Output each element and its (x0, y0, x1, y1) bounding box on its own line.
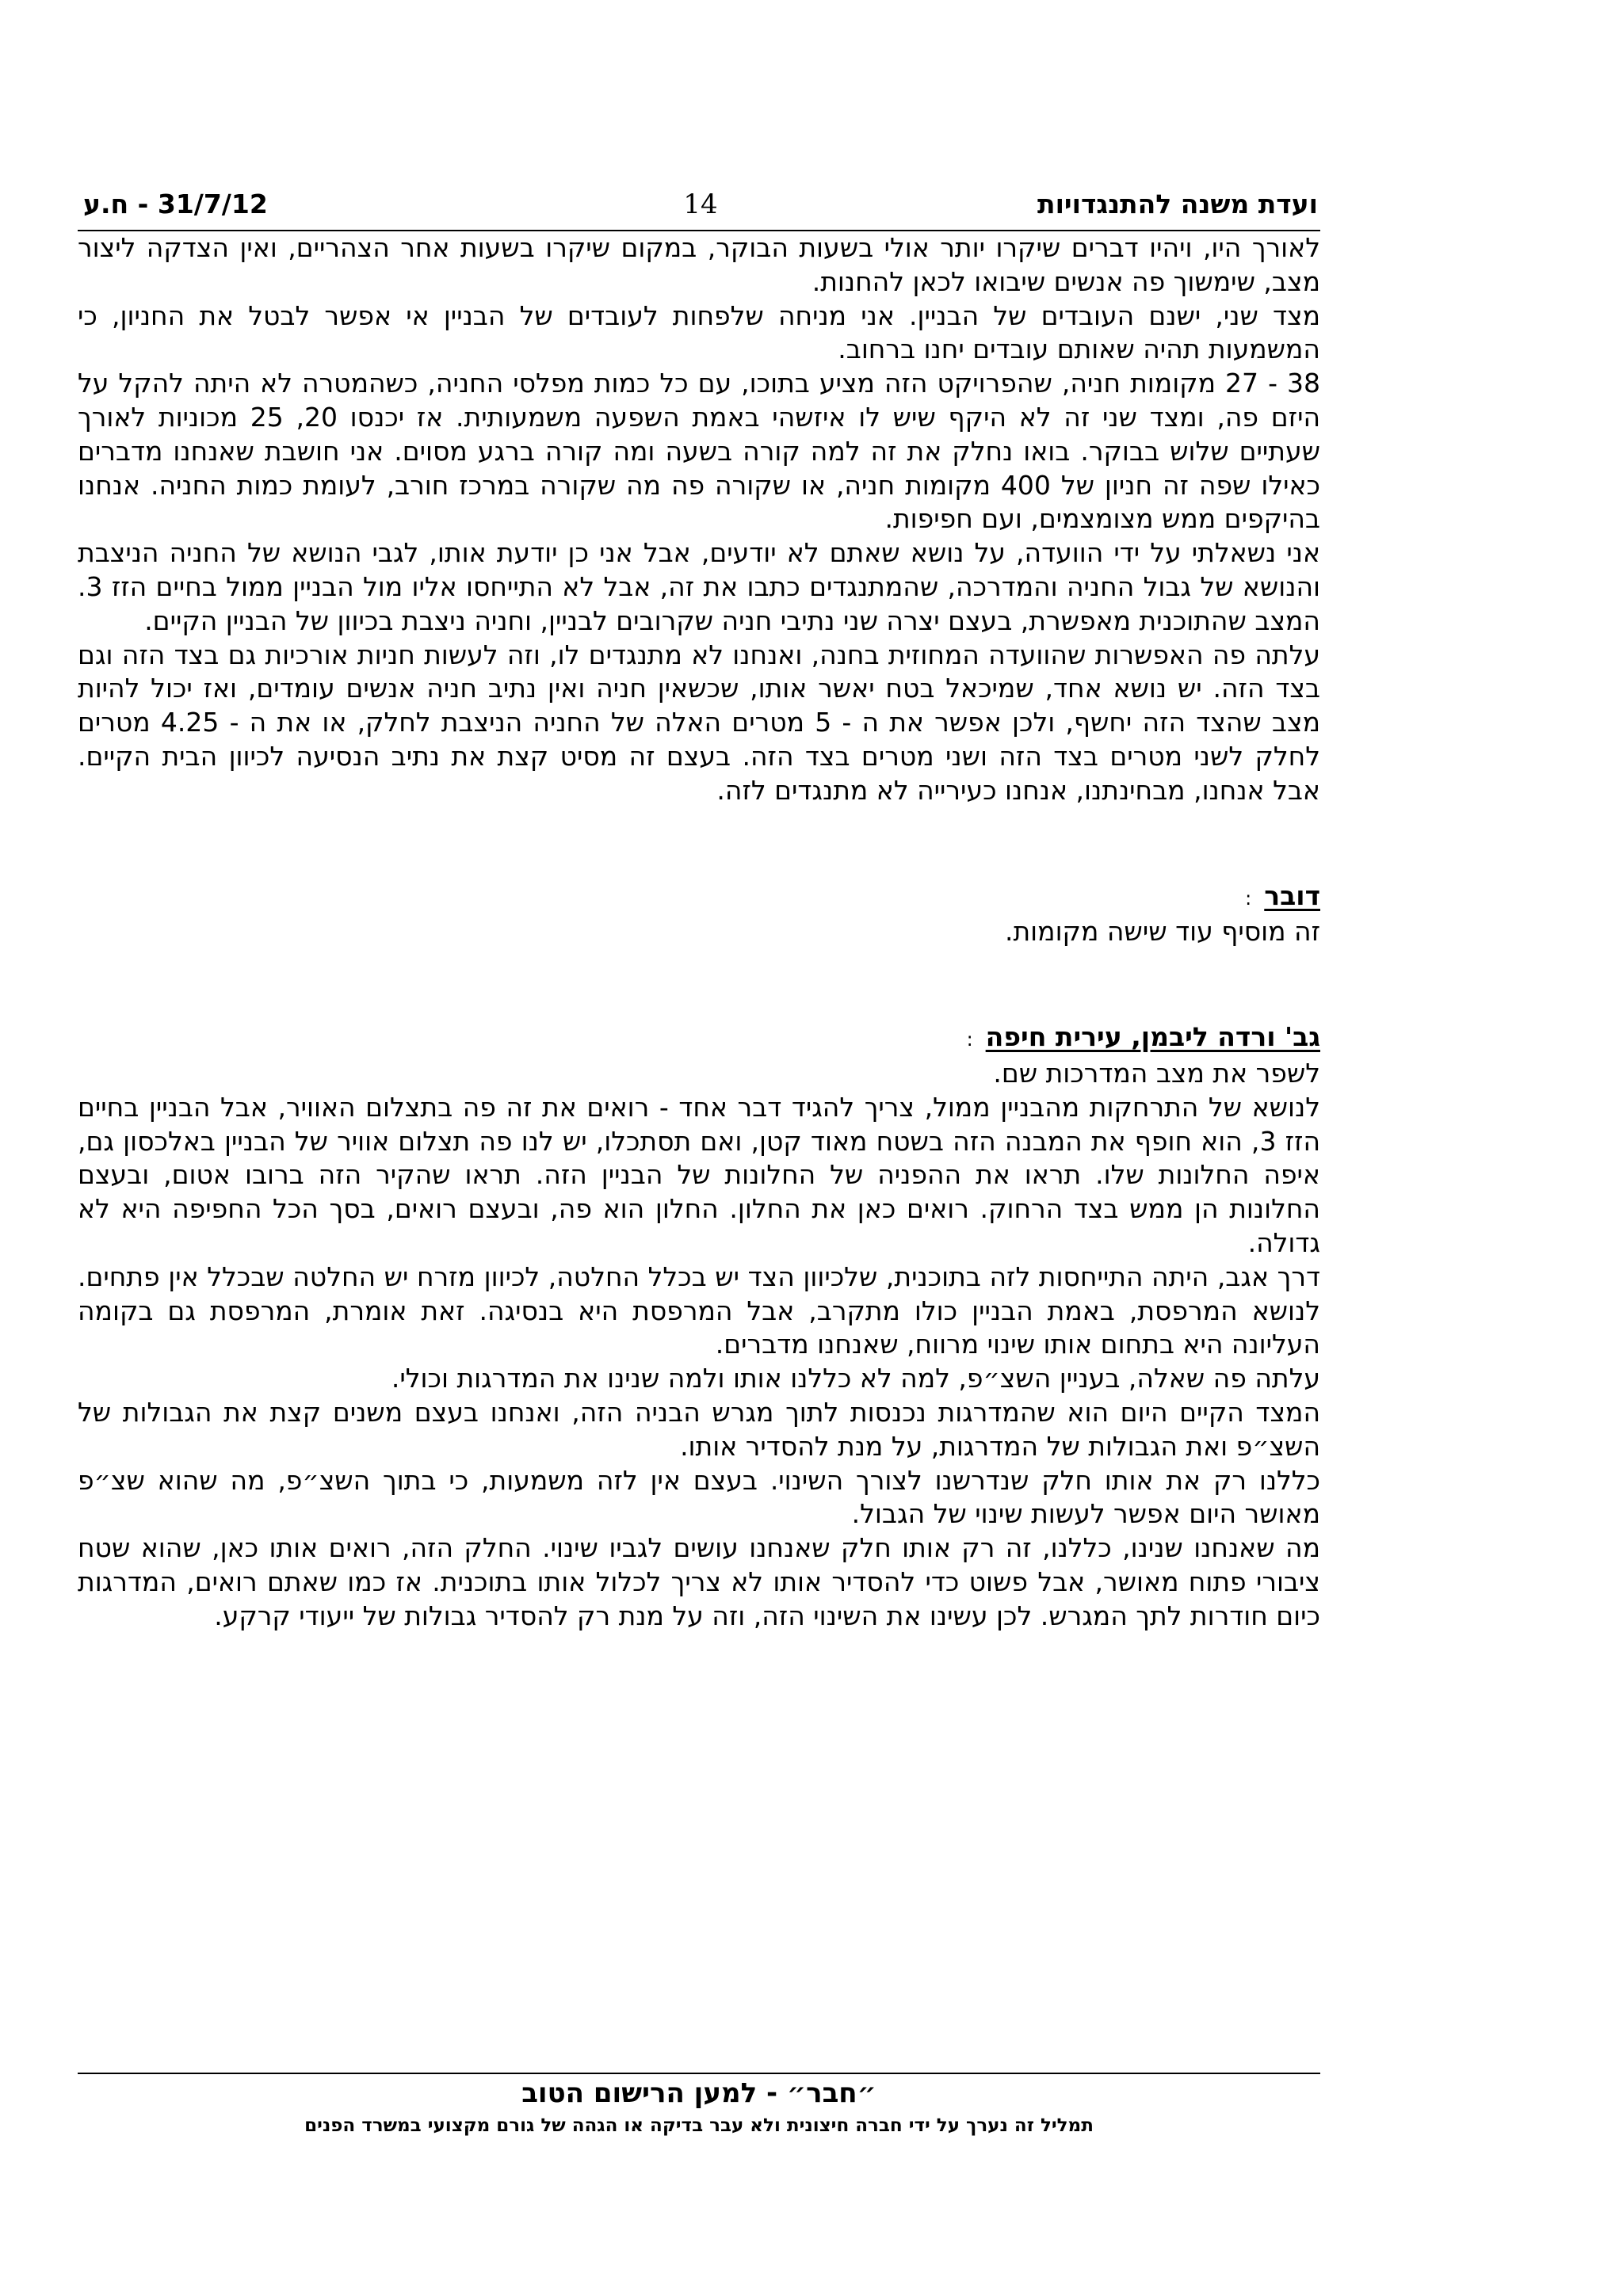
page-number: 14 (683, 189, 718, 220)
paragraph: כללנו רק את אותו חלק שנדרשנו לצורך השינוי. בעצם אין לזה משמעות, כי בתוך השצ״פ, מה שהוא שצ״פ מאושר היום אפשר לעשות שינוי של הגבול. (78, 1464, 1320, 1530)
footer-title: ״חבר״ - למען הרישום הטוב (521, 2077, 876, 2109)
spacer (78, 949, 1320, 1020)
paragraph: לשפר את מצב המדרכות שם. (993, 1057, 1320, 1089)
paragraph: אני נשאלתי על ידי הוועדה, על נושא שאתם לא יודעים, אבל אני כן יודעת אותו, לגבי הנושא של החניה הניצבת והנושא של גבול החניה והמדרכה, שהמתנגדים כתבו את זה, אבל לא התייחסו אליו מול הבניין ממול בחיים הזז 3. המצב שהתוכנית מאפשרת, בעצם יצרה שני נתיבי חניה שקרובים לבניין, וחניה ניצבת בכיוון של הבניין הקיים. (78, 537, 1320, 636)
paragraph: 38 - 27 מקומות חניה, שהפרויקט הזה מציע בתוכו, עם כל כמות מפלסי החניה, כשהמטרה לא היתה להקל על היזם פה, ומצד שני זה לא היקף שיש לו איזשהי באמת השפעה משמעותית. אז יכנסו 20, 25 מכוניות לאורך שעתיים שלוש בבוקר. בואו נחלק את זה למה קורה בשעה ומה קורה ברגע מסוים. אני חושבת שאנחנו מדברים כאילו שפה זה חניון של 400 מקומות חניה, או שקורה פה מה שקורה במרכז חורב, לעומת כמות החניה. אנחנו בהיקפים ממש מצומצמים, ועם חפיפות. (78, 368, 1321, 535)
paragraph: זה מוסיף עוד שישה מקומות. (1004, 916, 1320, 948)
paragraph: לנושא של התרחקות מהבניין ממול, צריך להגיד דבר אחד - רואים את זה פה בתצלום האוויר, אבל הבניין בחיים הזז 3, הוא חופף את המבנה הזה בשטח מאוד קטן, ואם תסתכלו, יש לנו פה תצלום אוויר של הבניין באלכסון גם, איפה החלונות שלו. תראו את ההפניה של החלונות של הבניין הזה. תראו שהקיר הזה ברובו אטום, ובעצם החלונות הן ממש בצד הרחוק. רואים כאן את החלון. החלון הוא פה, ובעצם רואים, בסך הכל החפיפה היא לא גדולה. (78, 1091, 1321, 1258)
paragraph: דרך אגב, היתה התייחסות לזה בתוכנית, שלכיוון הצד יש בכלל החלטה, לכיוון מזרח יש החלטה שבכלל אין פתחים. לנושא המרפסת, באמת הבניין כולו מתקרב, אבל המרפסת היא בנסיגה. זאת אומרת, המרפסת גם בקומה העליונה היא בתחום אותו שינוי מרווח, שאנחנו מדברים. (78, 1261, 1320, 1360)
footer-disclaimer: תמליל זה נערך על ידי חברה חיצונית ולא עבר בדיקה או הגהה של גורם מקצועי במשרד הפנים (304, 2115, 1094, 2136)
page-header (83, 189, 1318, 228)
paragraph: עלתה פה שאלה, בעניין השצ״פ, למה לא כללנו אותו ולמה שנינו את המדרגות וכולי. (391, 1363, 1320, 1394)
speaker-colon: : (1245, 887, 1252, 910)
date-initials: 31/7/12 - ח.ע (83, 189, 268, 219)
paragraph: לאורך היו, ויהיו דברים שיקרו יותר אולי בשעות הבוקר, במקום שיקרו בשעות אחר הצהריים, ואין הצדקה ליצור מצב, שימשוך פה אנשים שיבואו לכאן להחנות. (78, 232, 1320, 297)
paragraph: מה שאנחנו שנינו, כללנו, זה רק אותו חלק שאנחנו עושים לגביו שינוי. החלק הזה, רואים אותו כאן, שהוא שטח ציבורי פתוח מאושר, אבל פשוט כדי להסדיר אותו לא צריך לכלול אותו בתוכנית. אז כמו שאתם רואים, המדרגות כיום חודרות לתך המגרש. לכן עשינו את השינוי הזה, וזה על מנת רק להסדיר גבולות של ייעודי קרקע. (78, 1532, 1320, 1631)
speaker-name: גב' ורדה ליבמן, עירית חיפה (985, 1021, 1320, 1053)
transcript-body (78, 231, 1320, 1633)
paragraph: עלתה פה האפשרות שהוועדה המחוזית בחנה, ואנחנו לא מתנגדים לו, וזה לעשות חניות אורכיות גם בצד הזה וגם בצד הזה. יש נושא אחד, שמיכאל בטח יאשר אותו, שכשאין חניה ואין נתיב חניה אנשים עומדים, ואז יכול להיות מצב שהצד הזה יחשף, ולכן אפשר את ה - 5 מטרים האלה של החניה הניצבת לחלק, או את ה - 4.25 מטרים לחלק לשני מטרים בצד הזה ושני מטרים בצד הזה. בעצם זה מסיט קצת את נתיב הנסיעה לכיוון הבית הקיים. אבל אנחנו, מבחינתנו, אנחנו כעירייה לא מתנגדים לזה. (78, 639, 1320, 806)
committee-name: ועדת משנה להתנגדויות (1037, 189, 1318, 219)
footer-divider (78, 2073, 1320, 2074)
speaker-heading (78, 879, 1320, 916)
paragraph: מצד שני, ישנם העובדים של הבניין. אני מניחה שלפחות לעובדים של הבניין אי אפשר לבטל את החניון, כי המשמעות תהיה שאותם עובדים יחנו ברחוב. (78, 299, 1320, 365)
speaker-colon: : (966, 1028, 973, 1051)
speaker-name: דובר (1264, 879, 1320, 911)
speaker-heading (78, 1020, 1320, 1057)
paragraph: המצד הקיים היום הוא שהמדרגות נכנסות לתוך מגרש הבניה הזה, ואנחנו בעצם משנים קצת את הגבולות של השצ״פ ואת הגבולות של המדרגות, על מנת להסדיר אותו. (78, 1396, 1320, 1462)
spacer (78, 808, 1320, 879)
